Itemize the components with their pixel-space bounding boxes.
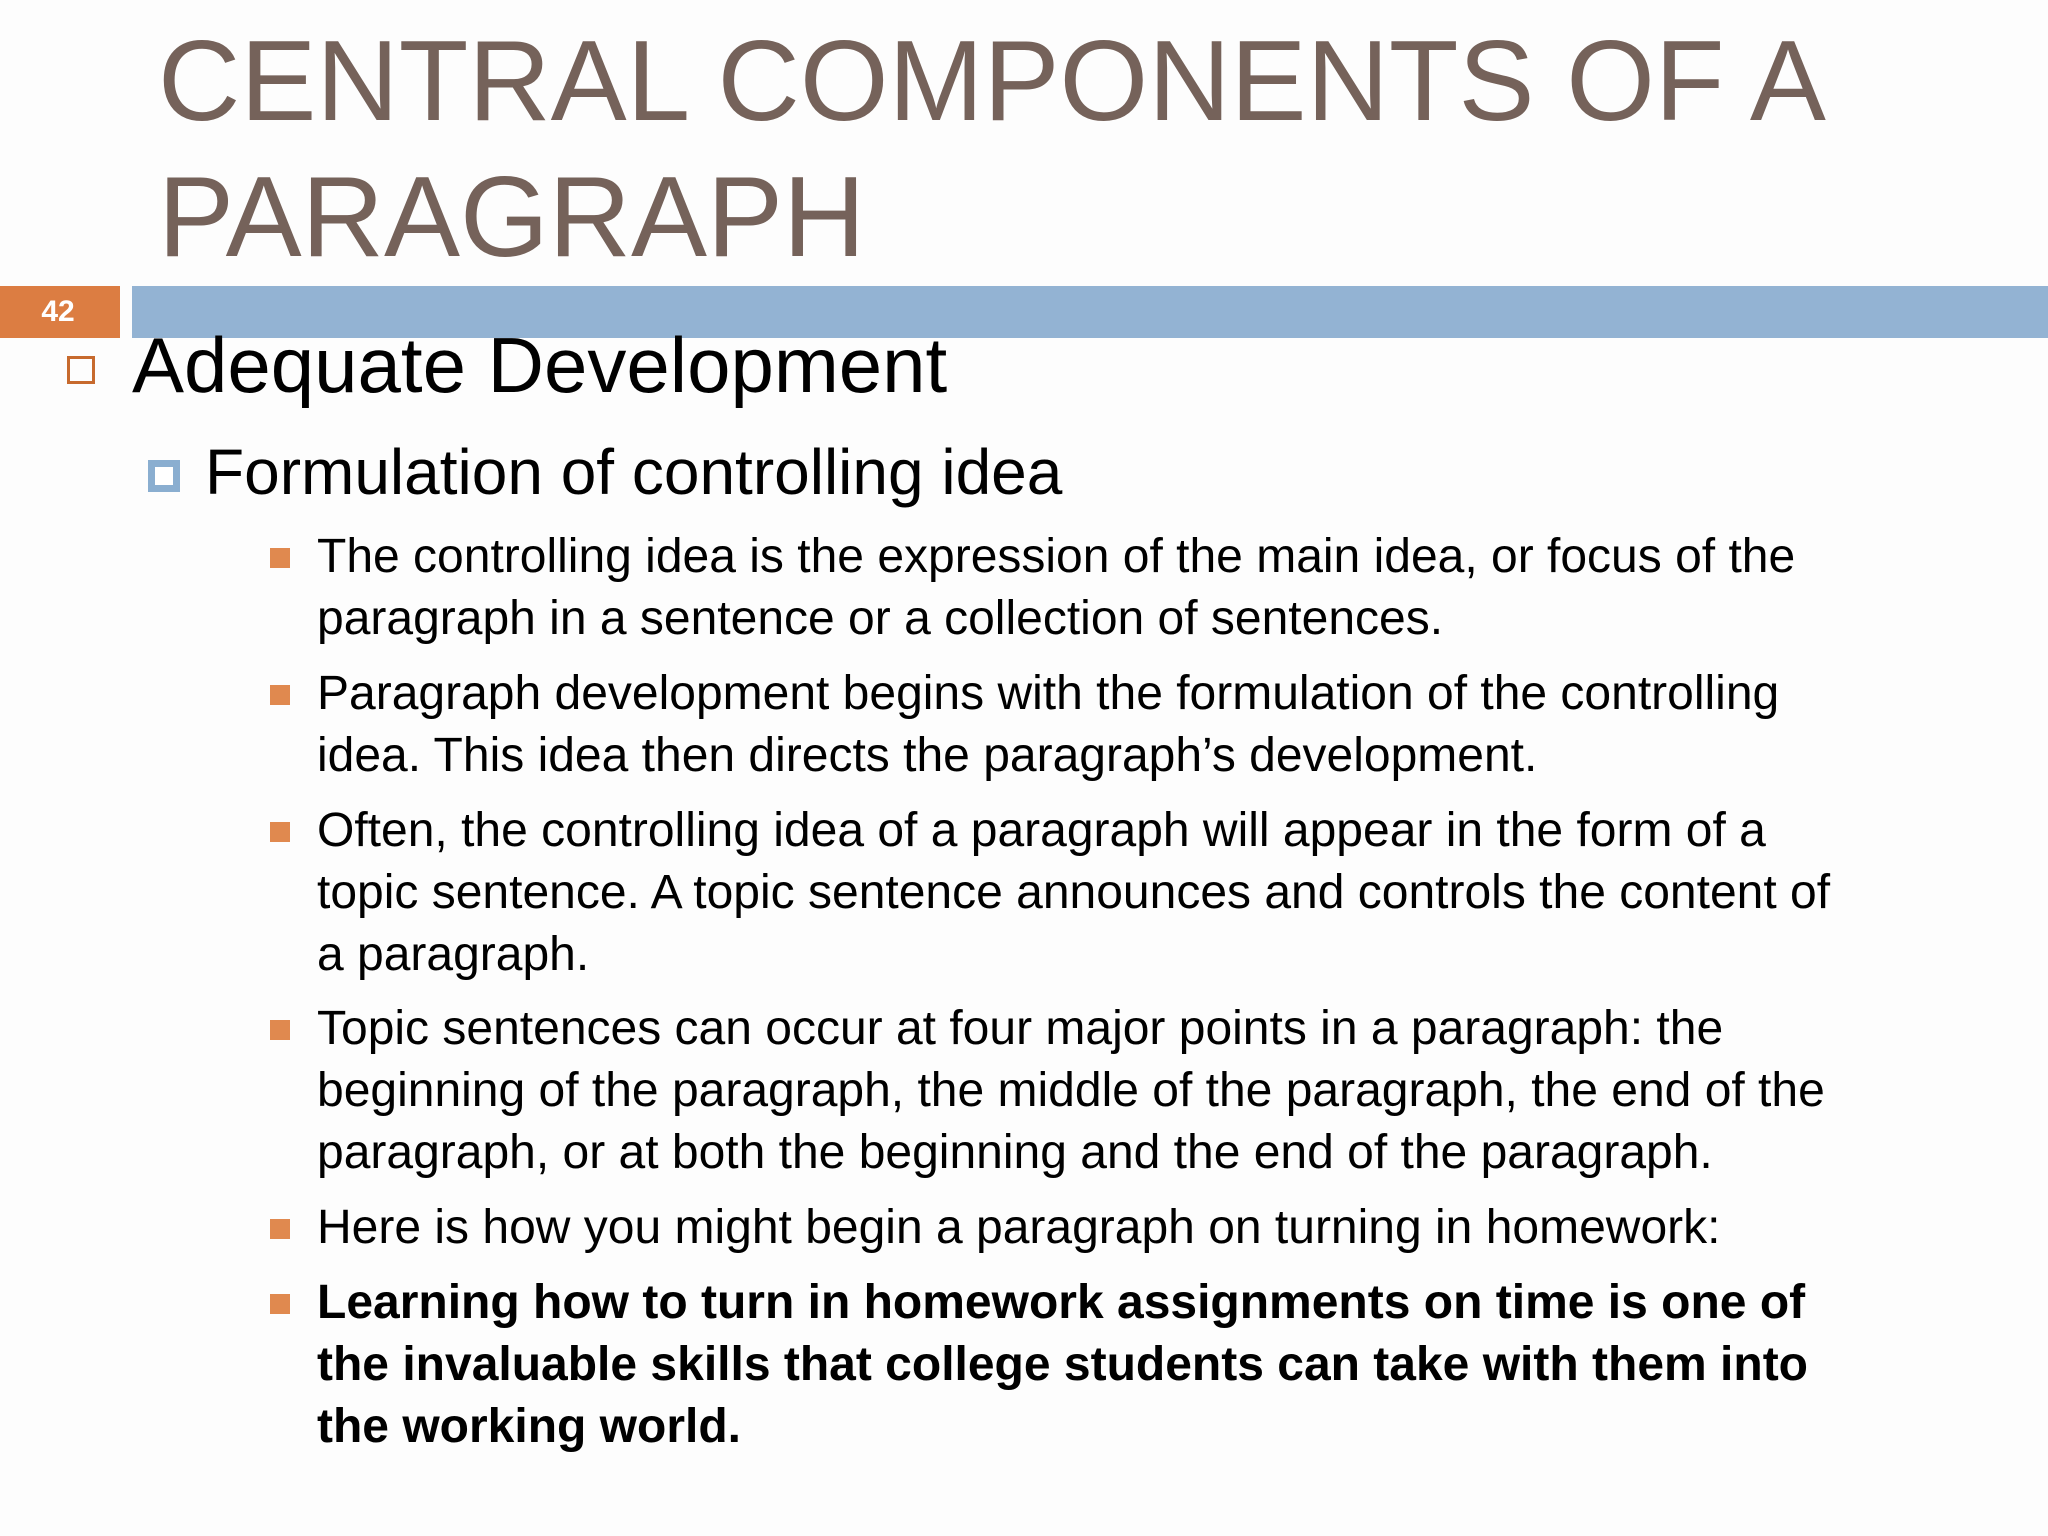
slide-number: 42 (41, 295, 75, 328)
bullet-line: paragraph in a sentence or a collection of sentences. (317, 592, 1444, 645)
filled-square-bullet-icon (270, 1294, 290, 1314)
bullet-item (0, 526, 2048, 650)
bullet-line: the working world. (317, 1400, 742, 1453)
bullet-line: Paragraph development begins with the formulation of the controlling (317, 667, 1780, 720)
bullet-line: paragraph, or at both the beginning and the end of the paragraph. (317, 1126, 1713, 1179)
bullet-text-bold (317, 1272, 2017, 1458)
heading-text: Adequate Development (132, 321, 948, 409)
subheading-text: Formulation of controlling idea (205, 436, 1063, 508)
bullet-item (0, 1197, 2048, 1259)
filled-square-bullet-icon (270, 548, 290, 568)
bullet-item (0, 800, 2048, 986)
bullet-line: idea. This idea then directs the paragraph’s development. (317, 729, 1538, 782)
bullet-text (317, 800, 2017, 986)
bullet-line: the invaluable skills that college students can take with them into (317, 1338, 1808, 1391)
framed-square-bullet-icon (148, 460, 180, 492)
filled-square-bullet-icon (270, 1219, 290, 1239)
bullet-line: Often, the controlling idea of a paragraph will appear in the form of a (317, 804, 1766, 857)
bullet-item (0, 998, 2048, 1184)
bullet-item (0, 663, 2048, 787)
hollow-square-bullet-icon (67, 356, 95, 384)
bullet-text (317, 998, 2017, 1184)
subheading-item (0, 432, 2048, 512)
bullet-line: The controlling idea is the expression of the main idea, or focus of the (317, 530, 1796, 583)
bullet-line: Topic sentences can occur at four major points in a paragraph: the (317, 1002, 1724, 1055)
slide-title-line-1: CENTRAL COMPONENTS OF A (158, 18, 1826, 145)
slide-title (158, 14, 2018, 286)
filled-square-bullet-icon (270, 685, 290, 705)
bullet-line: Learning how to turn in homework assignments on time is one of (317, 1276, 1806, 1329)
bullet-line: Here is how you might begin a paragraph on turning in homework: (317, 1201, 1721, 1254)
bullet-line: a paragraph. (317, 928, 590, 981)
bullet-item-bold (0, 1272, 2048, 1458)
heading-item (0, 320, 2048, 410)
bullet-line: beginning of the paragraph, the middle of the paragraph, the end of the (317, 1064, 1825, 1117)
bullet-text (317, 526, 2017, 650)
bullet-text (317, 1197, 2017, 1259)
filled-square-bullet-icon (270, 1020, 290, 1040)
filled-square-bullet-icon (270, 822, 290, 842)
slide-title-line-2: PARAGRAPH (158, 154, 866, 281)
bullet-text (317, 663, 2017, 787)
bullet-line: topic sentence. A topic sentence announces and controls the content of (317, 866, 1831, 919)
